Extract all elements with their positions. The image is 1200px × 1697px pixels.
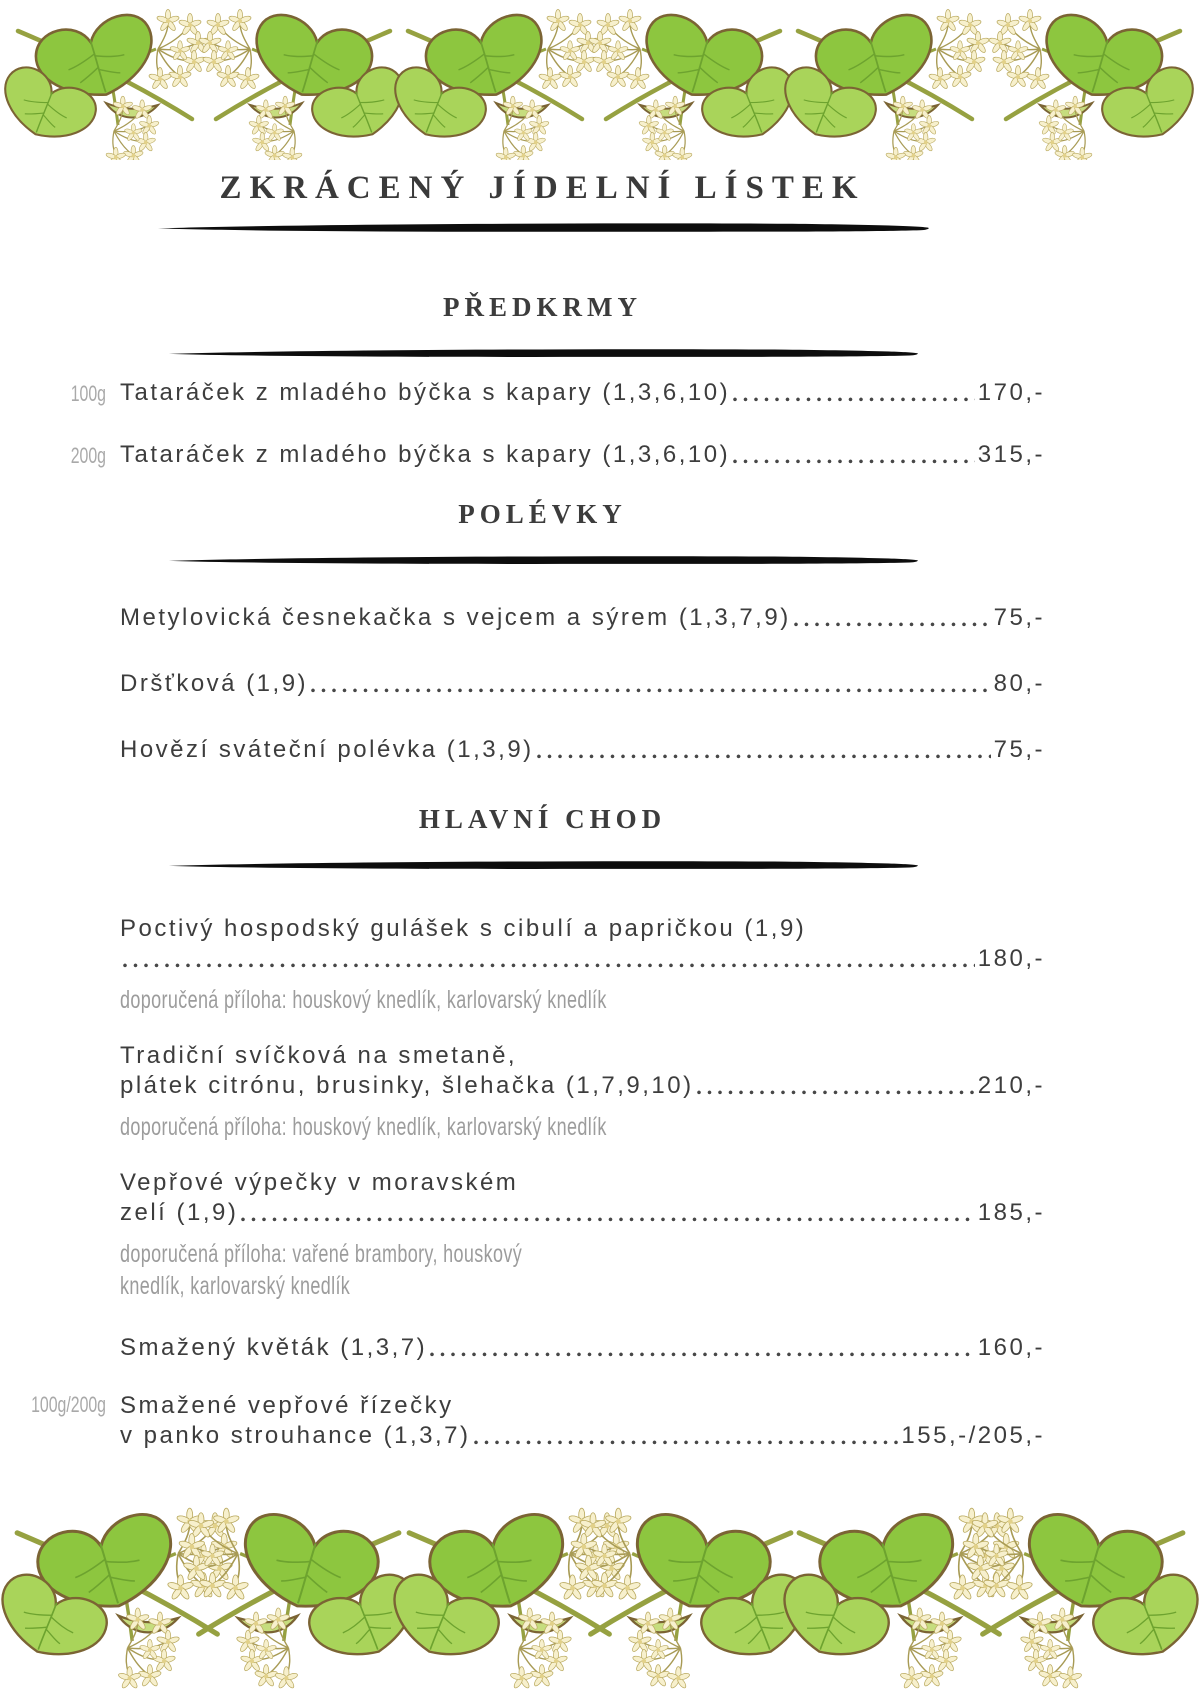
dotted-leader — [697, 1090, 975, 1095]
linden-branch-icon — [962, 1508, 1200, 1690]
item-name: Tataráček z mladého býčka s kapary (1,3,6,10) — [120, 379, 731, 406]
linden-branch-icon — [588, 9, 806, 160]
menu-section-polevky — [40, 499, 1045, 764]
item-name-line2: plátek citrónu, brusinky, šlehačka (1,7,9,10) — [120, 1071, 694, 1099]
linden-branch-icon — [0, 9, 210, 160]
item-name: Dršťková (1,9) — [120, 670, 309, 697]
portion-size: 200g — [70, 443, 106, 468]
linden-branch-icon — [382, 9, 600, 160]
dotted-leader — [123, 963, 975, 968]
item-price: 315,- — [977, 441, 1045, 468]
item-name-line2: v panko strouhance (1,3,7) — [120, 1421, 471, 1449]
section-title: POLÉVKY — [458, 499, 627, 529]
linden-branch-icon — [198, 9, 416, 160]
section-brush-underline — [165, 554, 921, 566]
section-brush-underline — [165, 347, 921, 359]
item-price: 155,-/205,- — [901, 1421, 1045, 1449]
item-note: doporučená příloha: houskový knedlík, karlovarský knedlík — [120, 985, 607, 1014]
item-price: 185,- — [977, 1198, 1045, 1226]
page-title: ZKRÁCENÝ JÍDELNÍ LÍSTEK — [219, 170, 866, 206]
item-price: 210,- — [977, 1071, 1045, 1099]
menu-item — [31, 1390, 1045, 1450]
menu-item — [120, 670, 1045, 698]
item-name: Metylovická česnekačka s vejcem a sýrem (1,3,7,9) — [120, 604, 791, 631]
dotted-leader — [430, 1352, 975, 1357]
dotted-leader — [733, 459, 975, 464]
item-name: Poctivý hospodský gulášek s cibulí a papričkou (1,9) — [120, 915, 807, 942]
menu-item — [70, 379, 1045, 407]
linden-branch-icon — [772, 9, 990, 160]
menu-section-predkrmy — [40, 292, 1045, 469]
title-brush-underline — [154, 221, 932, 234]
menu-item — [120, 1334, 1045, 1362]
item-price: 80,- — [993, 670, 1045, 697]
dotted-leader — [537, 754, 991, 759]
menu-section-hlavni-chod — [31, 804, 1045, 1450]
menu-item — [120, 1167, 1045, 1302]
linden-branch-icon — [379, 1508, 630, 1690]
item-name: Vepřové výpečky v moravském — [120, 1168, 519, 1196]
portion-size: 100g — [70, 381, 106, 406]
item-note: doporučená příloha: houskový knedlík, karlovarský knedlík — [120, 1112, 607, 1141]
menu-item — [70, 441, 1045, 469]
item-name: Tradiční svíčková na smetaně, — [120, 1041, 518, 1069]
menu-item — [120, 913, 1045, 1016]
section-title: HLAVNÍ CHOD — [418, 804, 667, 834]
menu-item — [120, 1040, 1045, 1143]
dotted-leader — [241, 1217, 974, 1222]
menu-item — [120, 604, 1045, 632]
item-price: 75,- — [993, 736, 1045, 763]
item-name: Hovězí sváteční polévka (1,3,9) — [120, 736, 534, 763]
dotted-leader — [794, 622, 991, 627]
dotted-leader — [474, 1440, 899, 1445]
item-name: Smažené vepřové řízečky — [120, 1391, 454, 1419]
menu-content — [31, 158, 1045, 1450]
menu-item — [120, 736, 1045, 764]
section-brush-underline — [165, 859, 921, 871]
item-price: 170,- — [977, 379, 1045, 406]
section-title: PŘEDKRMY — [443, 292, 642, 322]
item-price: 160,- — [977, 1333, 1045, 1361]
item-name: Tataráček z mladého býčka s kapary (1,3,6,10) — [120, 441, 731, 468]
portion-size: 100g/200g — [31, 1391, 106, 1417]
item-price: 180,- — [977, 944, 1045, 972]
linden-decoration-bottom — [0, 1485, 1200, 1697]
item-name: Smažený květák (1,3,7) — [120, 1333, 428, 1361]
item-note: doporučená příloha: vařené brambory, houskový knedlík, karlovarský knedlík — [120, 1239, 523, 1300]
linden-branch-icon — [0, 1508, 238, 1690]
dotted-leader — [311, 688, 991, 693]
linden-branch-icon — [178, 1508, 429, 1690]
linden-decoration-top — [0, 0, 1200, 160]
item-price: 75,- — [993, 604, 1045, 631]
linden-branch-icon — [988, 9, 1200, 160]
item-name-line2: zelí (1,9) — [120, 1198, 239, 1226]
dotted-leader — [733, 397, 975, 402]
